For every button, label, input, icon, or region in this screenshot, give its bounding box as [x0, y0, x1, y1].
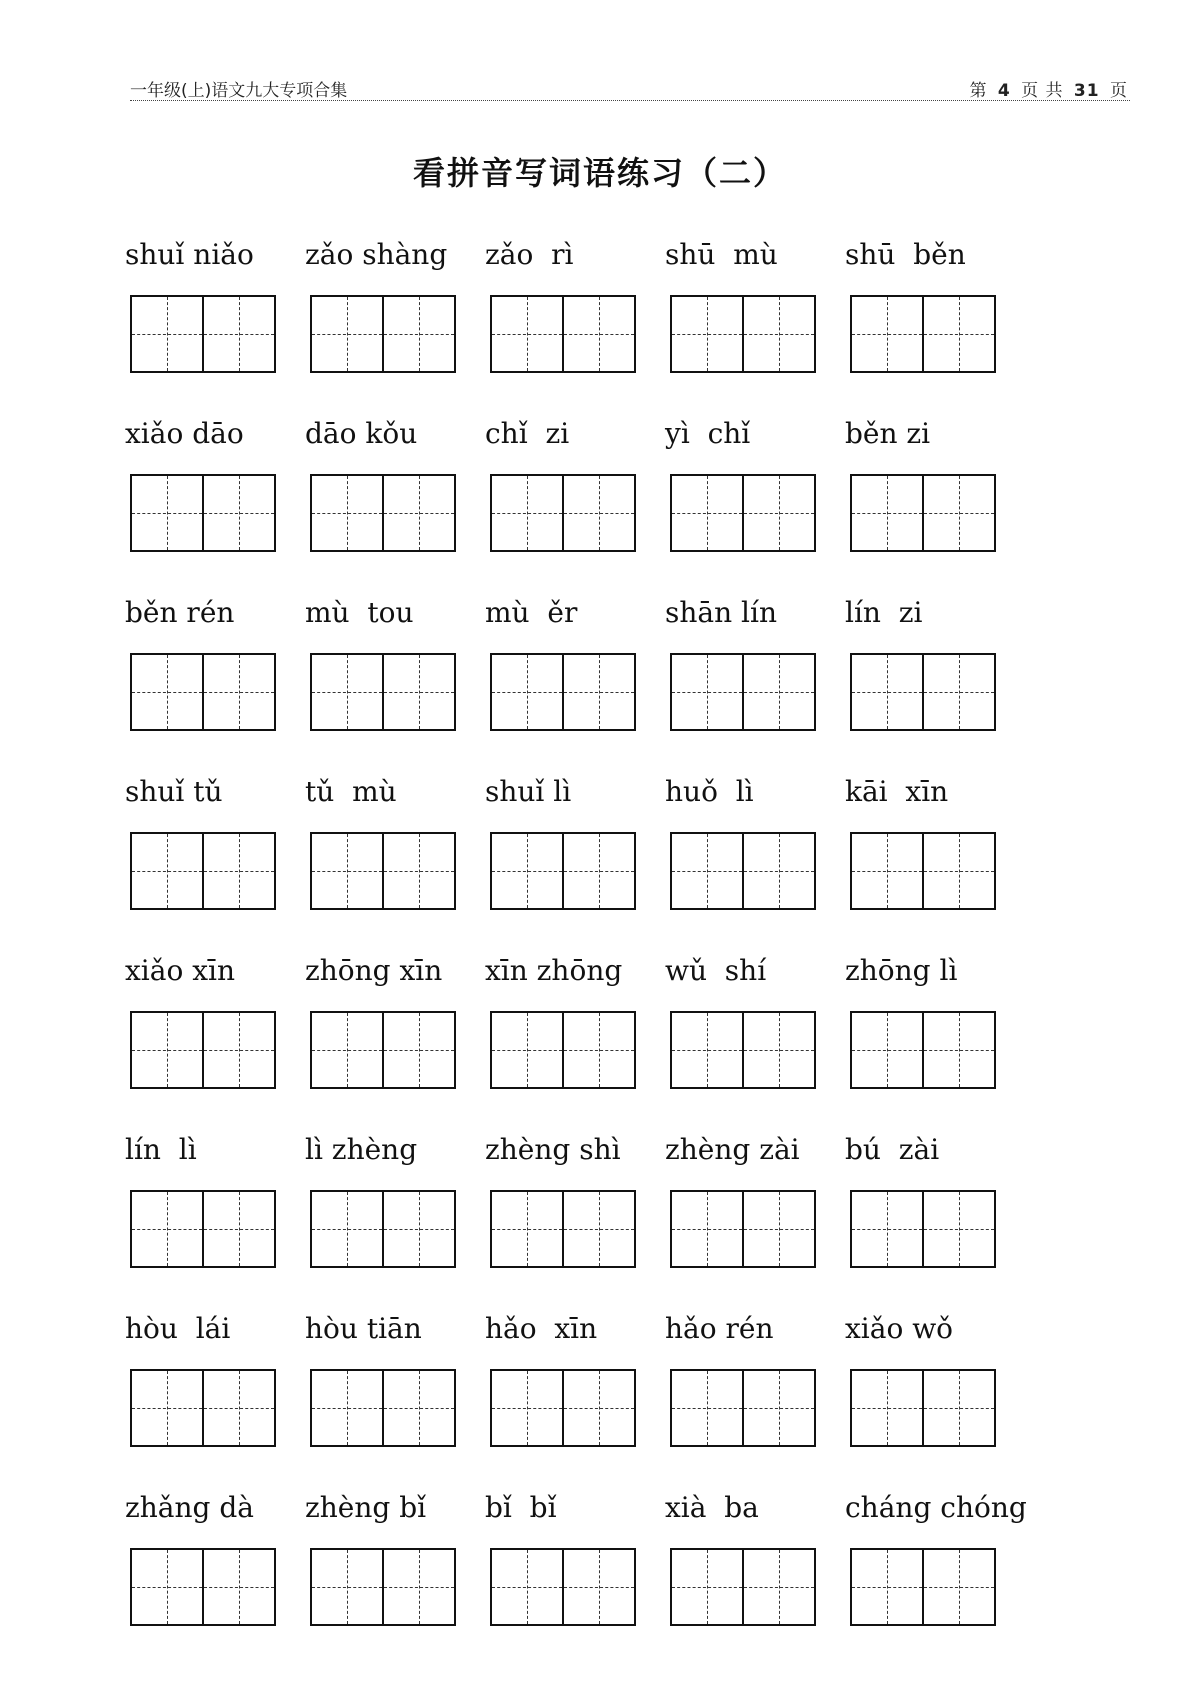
writing-grid	[130, 1190, 276, 1268]
character-cell[interactable]	[672, 297, 742, 371]
writing-grid	[310, 653, 456, 731]
character-cell[interactable]	[202, 655, 274, 729]
writing-grid	[670, 295, 816, 373]
pinyin-label: bú zài	[845, 1133, 940, 1166]
character-cell[interactable]	[202, 297, 274, 371]
pinyin-label: hòu lái	[125, 1312, 231, 1345]
writing-grid	[490, 1369, 636, 1447]
pinyin-label: shuǐ lì	[485, 775, 572, 808]
character-cell[interactable]	[742, 297, 814, 371]
character-cell[interactable]	[562, 834, 634, 908]
writing-grid	[670, 1011, 816, 1089]
writing-grid	[670, 832, 816, 910]
character-cell[interactable]	[562, 655, 634, 729]
pinyin-label: běn zi	[845, 417, 931, 450]
character-cell[interactable]	[132, 476, 202, 550]
writing-grid	[670, 1548, 816, 1626]
writing-grid	[310, 295, 456, 373]
pinyin-label: xiǎo wǒ	[845, 1312, 954, 1345]
character-cell[interactable]	[492, 1192, 562, 1266]
character-cell[interactable]	[132, 1550, 202, 1624]
character-cell[interactable]	[492, 834, 562, 908]
character-cell[interactable]	[672, 655, 742, 729]
character-cell[interactable]	[922, 297, 994, 371]
character-cell[interactable]	[852, 476, 922, 550]
writing-grid	[490, 295, 636, 373]
character-cell[interactable]	[202, 834, 274, 908]
pinyin-label: shū mù	[665, 238, 778, 271]
writing-grid	[310, 1369, 456, 1447]
exercise-row	[125, 1491, 1085, 1670]
character-cell[interactable]	[852, 297, 922, 371]
character-cell[interactable]	[742, 1371, 814, 1445]
writing-grid	[850, 653, 996, 731]
writing-grid	[130, 295, 276, 373]
character-cell[interactable]	[742, 1550, 814, 1624]
character-cell[interactable]	[922, 1013, 994, 1087]
pinyin-label: shū běn	[845, 238, 966, 271]
page-header	[130, 74, 1130, 101]
writing-grid	[850, 474, 996, 552]
character-cell[interactable]	[202, 1192, 274, 1266]
pinyin-label: xīn zhōng	[485, 954, 623, 987]
pinyin-label: zhèng shì	[485, 1133, 621, 1166]
character-cell[interactable]	[312, 1192, 382, 1266]
pinyin-label: zhǎng dà	[125, 1491, 254, 1524]
character-cell[interactable]	[672, 1192, 742, 1266]
character-cell[interactable]	[312, 834, 382, 908]
character-cell[interactable]	[672, 1013, 742, 1087]
character-cell[interactable]	[492, 476, 562, 550]
writing-grid	[130, 1548, 276, 1626]
character-cell[interactable]	[742, 1013, 814, 1087]
pinyin-label: kāi xīn	[845, 775, 949, 808]
character-cell[interactable]	[852, 1550, 922, 1624]
character-cell[interactable]	[922, 1371, 994, 1445]
character-cell[interactable]	[922, 655, 994, 729]
writing-grid	[310, 832, 456, 910]
character-cell[interactable]	[132, 1371, 202, 1445]
character-cell[interactable]	[202, 476, 274, 550]
writing-grid	[670, 653, 816, 731]
exercise-row	[125, 596, 1085, 775]
writing-grid	[850, 832, 996, 910]
character-cell[interactable]	[382, 834, 454, 908]
pinyin-label: zǎo shàng	[305, 238, 448, 271]
writing-grid	[130, 832, 276, 910]
pinyin-label: shān lín	[665, 596, 777, 629]
writing-grid	[490, 474, 636, 552]
character-cell[interactable]	[742, 834, 814, 908]
character-cell[interactable]	[852, 1371, 922, 1445]
writing-grid	[490, 1011, 636, 1089]
character-cell[interactable]	[852, 1192, 922, 1266]
writing-grid	[850, 295, 996, 373]
character-cell[interactable]	[562, 476, 634, 550]
character-cell[interactable]	[492, 655, 562, 729]
pinyin-label: zhèng bǐ	[305, 1491, 427, 1524]
exercise-row	[125, 238, 1085, 417]
character-cell[interactable]	[922, 476, 994, 550]
pinyin-label: shuǐ niǎo	[125, 238, 254, 271]
pinyin-label: zhōng xīn	[305, 954, 443, 987]
exercise-row	[125, 954, 1085, 1133]
pinyin-label: yì chǐ	[665, 417, 751, 450]
pinyin-label: běn rén	[125, 596, 235, 629]
writing-grid	[130, 1011, 276, 1089]
exercise-grid	[125, 238, 1085, 1670]
pinyin-label: zǎo rì	[485, 238, 574, 271]
pinyin-label: tǔ mù	[305, 775, 397, 808]
character-cell[interactable]	[312, 1371, 382, 1445]
character-cell[interactable]	[312, 476, 382, 550]
character-cell[interactable]	[132, 1192, 202, 1266]
character-cell[interactable]	[312, 1550, 382, 1624]
pinyin-label: lì zhèng	[305, 1133, 418, 1166]
writing-grid	[670, 474, 816, 552]
page-number: 第 4 页 共 31 页	[969, 81, 1128, 101]
writing-grid	[490, 1190, 636, 1268]
character-cell[interactable]	[382, 476, 454, 550]
character-cell[interactable]	[382, 655, 454, 729]
character-cell[interactable]	[562, 1192, 634, 1266]
pinyin-label: chǐ zi	[485, 417, 570, 450]
writing-grid	[130, 474, 276, 552]
character-cell[interactable]	[382, 297, 454, 371]
character-cell[interactable]	[922, 834, 994, 908]
writing-grid	[670, 1369, 816, 1447]
pinyin-label: cháng chóng	[845, 1491, 1027, 1524]
character-cell[interactable]	[852, 1013, 922, 1087]
character-cell[interactable]	[202, 1013, 274, 1087]
exercise-row	[125, 417, 1085, 596]
character-cell[interactable]	[312, 655, 382, 729]
writing-grid	[850, 1548, 996, 1626]
character-cell[interactable]	[492, 1013, 562, 1087]
pinyin-label: shuǐ tǔ	[125, 775, 223, 808]
character-cell[interactable]	[492, 297, 562, 371]
pinyin-label: xià ba	[665, 1491, 759, 1524]
character-cell[interactable]	[742, 1192, 814, 1266]
character-cell[interactable]	[312, 1013, 382, 1087]
character-cell[interactable]	[562, 1550, 634, 1624]
exercise-row	[125, 1133, 1085, 1312]
pinyin-label: hǎo rén	[665, 1312, 774, 1345]
character-cell[interactable]	[132, 834, 202, 908]
pinyin-label: mù tou	[305, 596, 414, 629]
character-cell[interactable]	[672, 476, 742, 550]
pinyin-label: mù ěr	[485, 596, 578, 629]
writing-grid	[490, 1548, 636, 1626]
character-cell[interactable]	[852, 834, 922, 908]
pinyin-label: hòu tiān	[305, 1312, 422, 1345]
pinyin-label: xiǎo dāo	[125, 417, 244, 450]
exercise-row	[125, 775, 1085, 954]
character-cell[interactable]	[132, 297, 202, 371]
pinyin-label: hǎo xīn	[485, 1312, 598, 1345]
writing-grid	[850, 1190, 996, 1268]
character-cell[interactable]	[382, 1192, 454, 1266]
character-cell[interactable]	[382, 1371, 454, 1445]
writing-grid	[850, 1369, 996, 1447]
pinyin-label: xiǎo xīn	[125, 954, 235, 987]
character-cell[interactable]	[742, 476, 814, 550]
pinyin-label: zhōng lì	[845, 954, 958, 987]
writing-grid	[670, 1190, 816, 1268]
character-cell[interactable]	[492, 1371, 562, 1445]
pinyin-label: wǔ shí	[665, 954, 767, 987]
character-cell[interactable]	[562, 1013, 634, 1087]
character-cell[interactable]	[672, 834, 742, 908]
character-cell[interactable]	[382, 1550, 454, 1624]
writing-grid	[310, 1011, 456, 1089]
character-cell[interactable]	[202, 1371, 274, 1445]
pinyin-label: dāo kǒu	[305, 417, 418, 450]
character-cell[interactable]	[132, 655, 202, 729]
character-cell[interactable]	[672, 1550, 742, 1624]
character-cell[interactable]	[492, 1550, 562, 1624]
character-cell[interactable]	[922, 1550, 994, 1624]
writing-grid	[310, 474, 456, 552]
character-cell[interactable]	[562, 1371, 634, 1445]
pinyin-label: lín lì	[125, 1133, 197, 1166]
pinyin-label: zhèng zài	[665, 1133, 800, 1166]
page-title: 看拼音写词语练习（二）	[412, 154, 787, 192]
pinyin-label: lín zi	[845, 596, 923, 629]
character-cell[interactable]	[132, 1013, 202, 1087]
writing-grid	[490, 832, 636, 910]
pinyin-label: bǐ bǐ	[485, 1491, 557, 1524]
character-cell[interactable]	[742, 655, 814, 729]
writing-grid	[130, 1369, 276, 1447]
character-cell[interactable]	[202, 1550, 274, 1624]
writing-grid	[130, 653, 276, 731]
pinyin-label: huǒ lì	[665, 775, 754, 808]
writing-grid	[490, 653, 636, 731]
writing-grid	[310, 1190, 456, 1268]
character-cell[interactable]	[382, 1013, 454, 1087]
character-cell[interactable]	[852, 655, 922, 729]
character-cell[interactable]	[672, 1371, 742, 1445]
collection-title: 一年级(上)语文九大专项合集	[130, 81, 348, 101]
writing-grid	[310, 1548, 456, 1626]
writing-grid	[850, 1011, 996, 1089]
character-cell[interactable]	[922, 1192, 994, 1266]
character-cell[interactable]	[562, 297, 634, 371]
character-cell[interactable]	[312, 297, 382, 371]
exercise-row	[125, 1312, 1085, 1491]
